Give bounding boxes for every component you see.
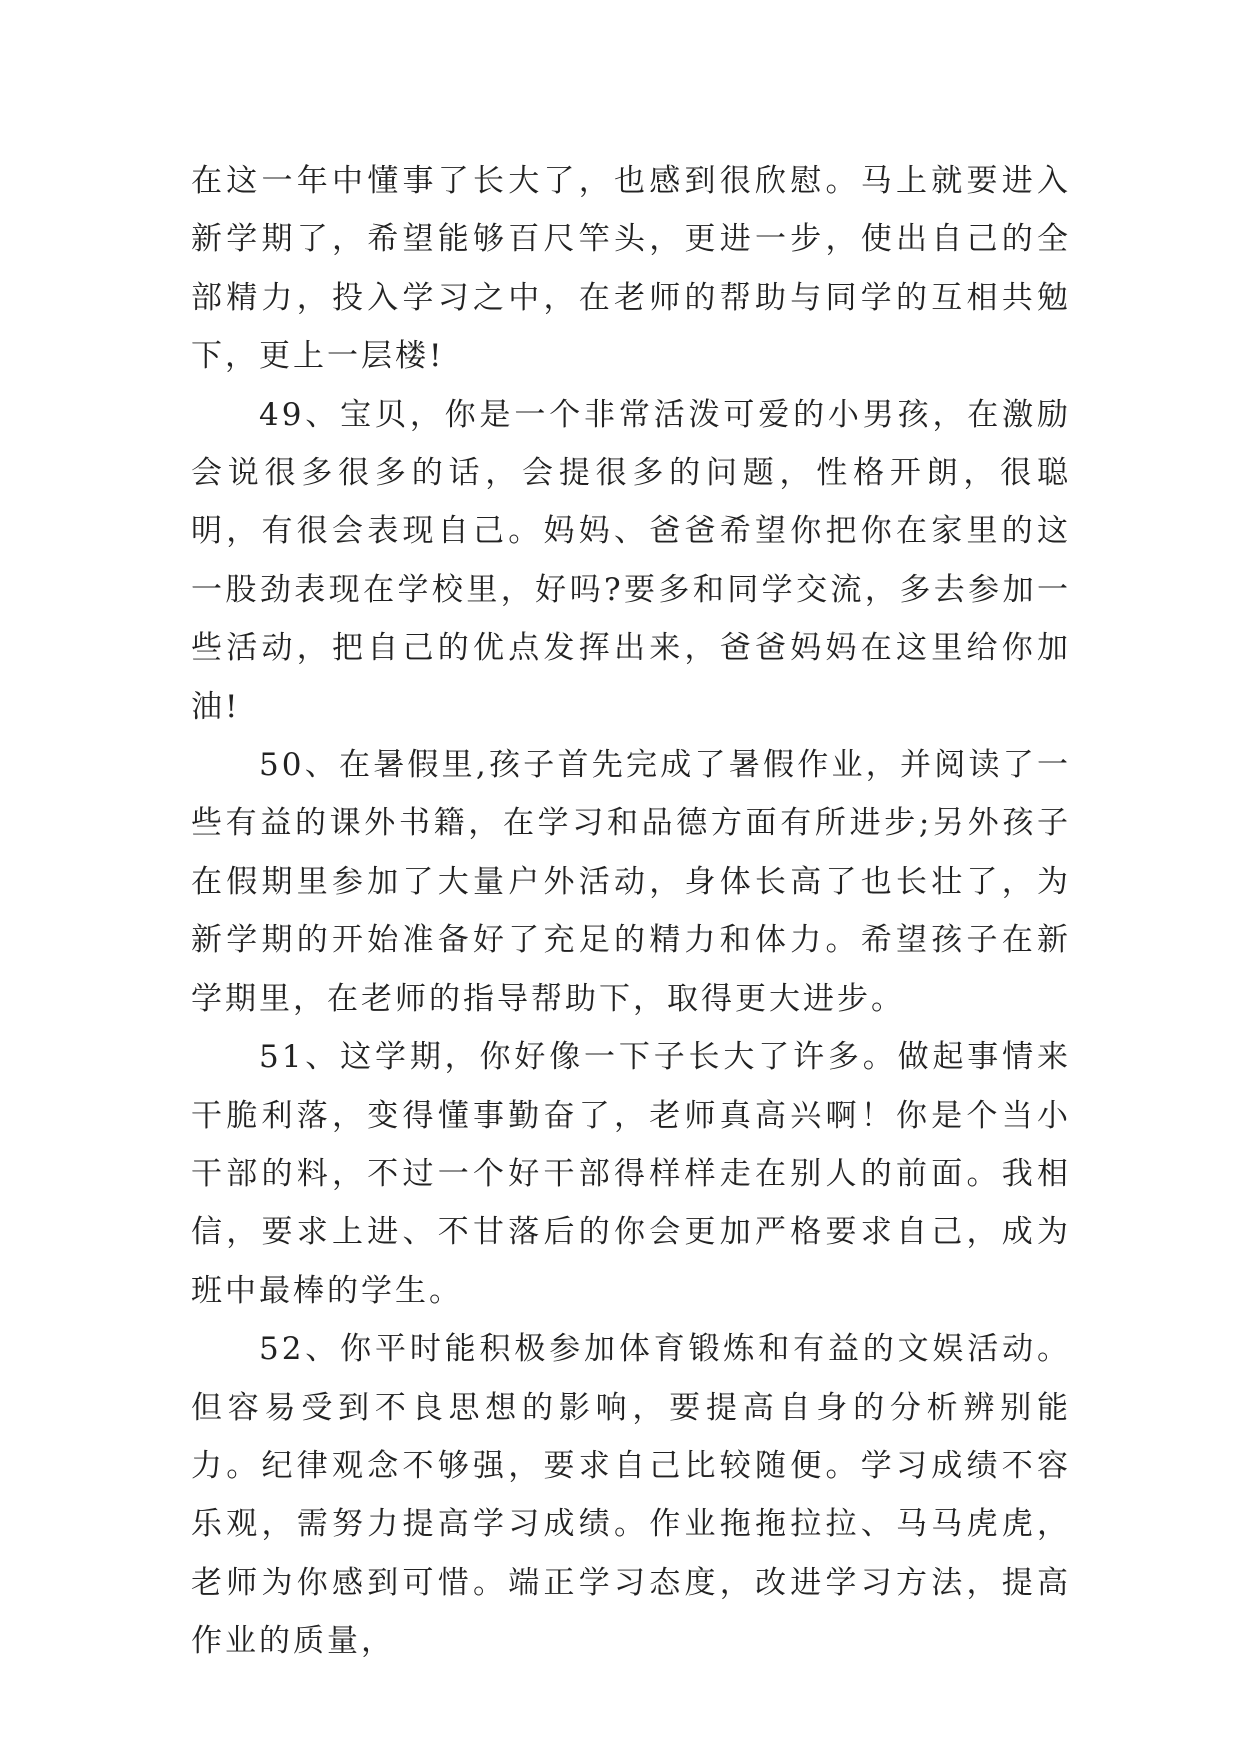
paragraph-continuation: 在这一年中懂事了长大了，也感到很欣慰。马上就要进入新学期了，希望能够百尺竿头，更进一步，使出自己的全部精力，投入学习之中，在老师的帮助与同学的互相共勉下，更上一层楼! bbox=[191, 163, 1071, 375]
document-body bbox=[191, 152, 1071, 1671]
paragraph-item-50: 50、在暑假里,孩子首先完成了暑假作业，并阅读了一些有益的课外书籍，在学习和品德方面有所进步;另外孩子在假期里参加了大量户外活动，身体长高了也长壮了，为新学期的开始准备好了充足的精力和体力。希望孩子在新学期里，在老师的指导帮助下，取得更大进步。 bbox=[191, 747, 1071, 1017]
paragraph-item-52: 52、你平时能积极参加体育锻炼和有益的文娱活动。但容易受到不良思想的影响，要提高自身的分析辨别能力。纪律观念不够强，要求自己比较随便。学习成绩不容乐观，需努力提高学习成绩。作业拖拖拉拉、马马虎虎，老师为你感到可惜。端正学习态度，改进学习方法，提高作业的质量， bbox=[191, 1331, 1071, 1660]
paragraph-item-51: 51、这学期，你好像一下子长大了许多。做起事情来干脆利落，变得懂事勤奋了，老师真高兴啊！你是个当小干部的料，不过一个好干部得样样走在别人的前面。我相信，要求上进、不甘落后的你会更加严格要求自己，成为班中最棒的学生。 bbox=[191, 1039, 1071, 1309]
paragraph-item-49: 49、宝贝，你是一个非常活泼可爱的小男孩，在激励会说很多很多的话，会提很多的问题，性格开朗，很聪明，有很会表现自己。妈妈、爸爸希望你把你在家里的这一股劲表现在学校里，好吗?要多和同学交流，多去参加一些活动，把自己的优点发挥出来，爸爸妈妈在这里给你加油! bbox=[191, 396, 1071, 725]
